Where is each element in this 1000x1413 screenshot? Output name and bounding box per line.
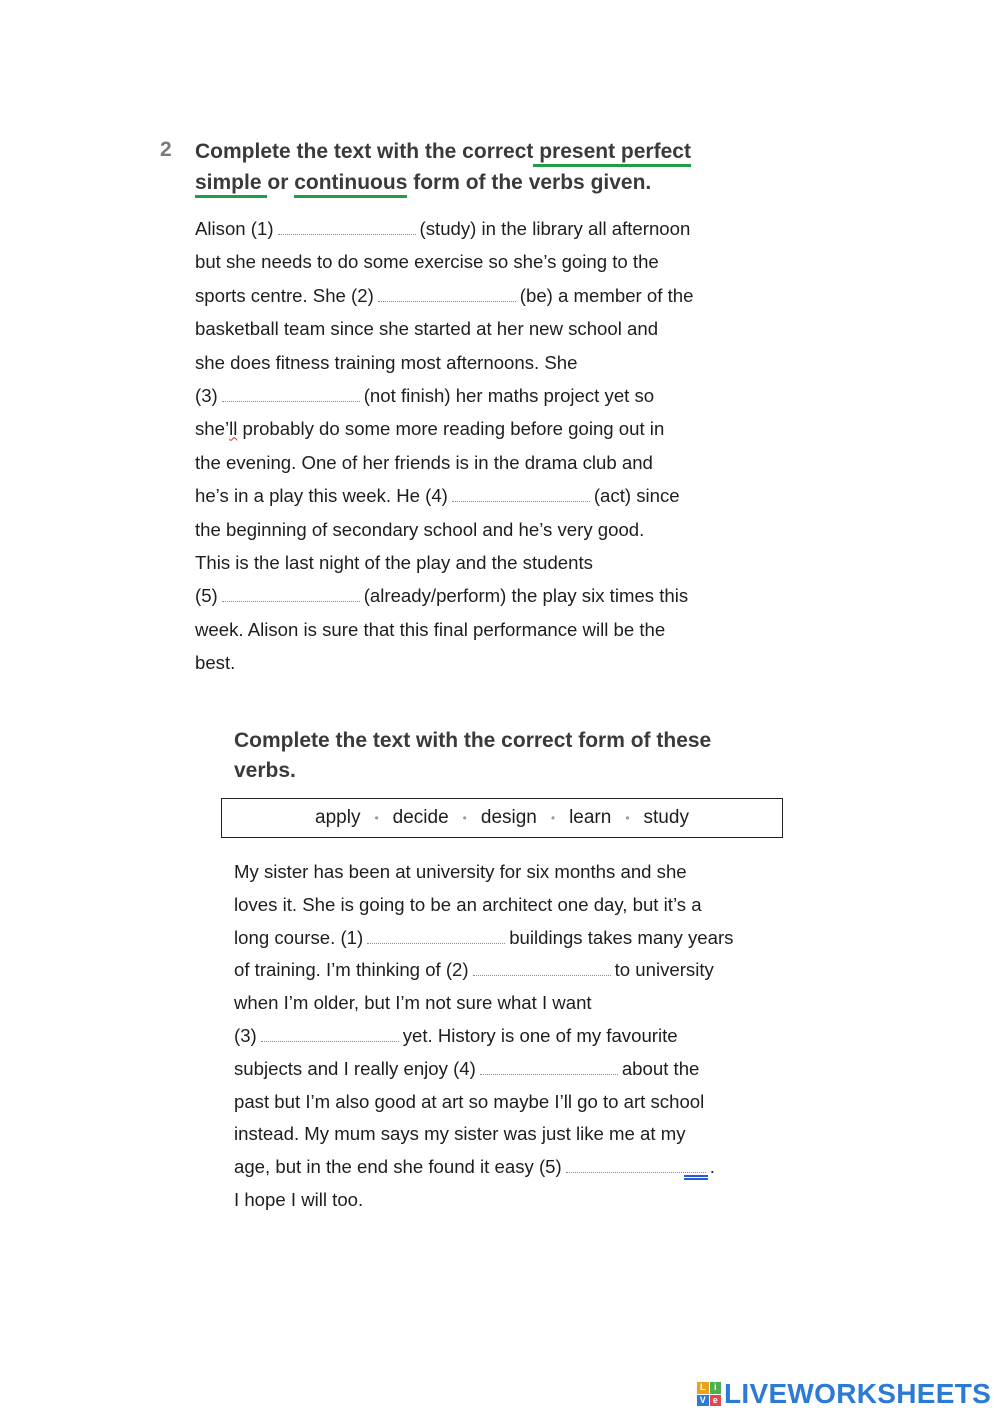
text-line: subjects and I really enjoy (4) about the [234,1057,700,1079]
text-line: past but I’m also good at art so maybe I’ll go to art school [234,1090,705,1112]
exercise3-instruction [234,726,711,786]
text-line: age, but in the end she found it easy (5) . [234,1156,715,1178]
answer-gap-5[interactable] [222,587,360,602]
answer-gap-5[interactable] [566,1158,706,1173]
text-line: sports centre. She (2) (be) a member of the [195,284,694,306]
word-learn: learn [569,807,612,828]
logo-letter: V [697,1395,709,1407]
highlight-present-perfect: present perfect [533,140,691,167]
answer-gap-1[interactable] [278,220,416,235]
text-line: when I’m older, but I’m not sure what I want [234,992,592,1014]
instruction-line-2 [195,167,691,198]
text-line: basketball team since she started at her new school and [195,318,659,340]
word-design: design [480,807,537,828]
answer-gap-4[interactable] [480,1060,618,1075]
logo-letter: i [710,1382,722,1394]
liveworksheets-logo [697,1378,991,1410]
answer-gap-2[interactable] [473,961,611,976]
text-line: but she needs to do some exercise so she’s going to the [195,251,659,273]
text-line: of training. I’m thinking of (2) to university [234,959,714,981]
text-line: the beginning of secondary school and he’s very good. [195,518,645,540]
text-line: week. Alison is sure that this final performance will be the [195,618,666,640]
logo-text: LIVEWORKSHEETS [724,1378,992,1409]
highlight-simple: simple [195,171,267,198]
logo-icon [697,1382,721,1406]
highlight-continuous: continuous [294,171,407,198]
text-line: best. [195,652,236,674]
word-box [221,798,783,838]
spellcheck-mark: ll [229,418,238,440]
text-line: instead. My mum says my sister was just like me at my [234,1123,686,1145]
answer-gap-3[interactable] [222,387,360,402]
word-decide: decide [392,807,449,828]
text-line: he’s in a play this week. He (4) (act) since [195,485,680,507]
instruction-line-2: verbs. [234,759,296,782]
word-study: study [643,807,689,828]
separator-dot: • [462,811,467,825]
text-line: long course. (1) buildings takes many years [234,926,734,948]
separator-dot: • [550,811,556,825]
exercise2-instruction [195,136,691,198]
logo-letter: e [710,1395,722,1407]
separator-dot: • [625,811,630,825]
answer-gap-3[interactable] [261,1027,399,1042]
text-line: loves it. She is going to be an architect one day, but it’s a [234,893,702,915]
text-line: I hope I will too. [234,1188,364,1210]
answer-gap-4[interactable] [452,487,590,502]
instruction-text: or [267,171,295,194]
text-line: (5) (already/perform) the play six times this [195,585,689,607]
instruction-text: Complete the text with the correct [195,140,534,163]
instruction-line-1 [195,136,691,167]
instruction-line-1: Complete the text with the correct form of these [234,729,712,752]
word-apply: apply [315,807,361,828]
text-line: (3) (not finish) her maths project yet so [195,385,655,407]
answer-gap-1[interactable] [367,929,505,944]
text-line: This is the last night of the play and the students [195,552,593,574]
text-line: the evening. One of her friends is in the drama club and [195,451,653,473]
separator-dot: • [374,811,379,825]
logo-letter: L [697,1382,709,1394]
text-line: (3) yet. History is one of my favourite [234,1024,678,1046]
text-line: she’ll probably do some more reading before going out in [195,418,665,440]
answer-gap-2[interactable] [378,287,516,302]
text-line: My sister has been at university for six months and she [234,861,687,882]
exercise2-text [195,212,693,680]
text-line: she does fitness training most afternoons. She [195,351,578,373]
exercise3-text [234,856,733,1217]
exercise-number: 2 [160,138,172,161]
instruction-text: form of the verbs given. [407,171,652,194]
text-line: Alison (1) (study) in the library all afternoon [195,218,691,239]
